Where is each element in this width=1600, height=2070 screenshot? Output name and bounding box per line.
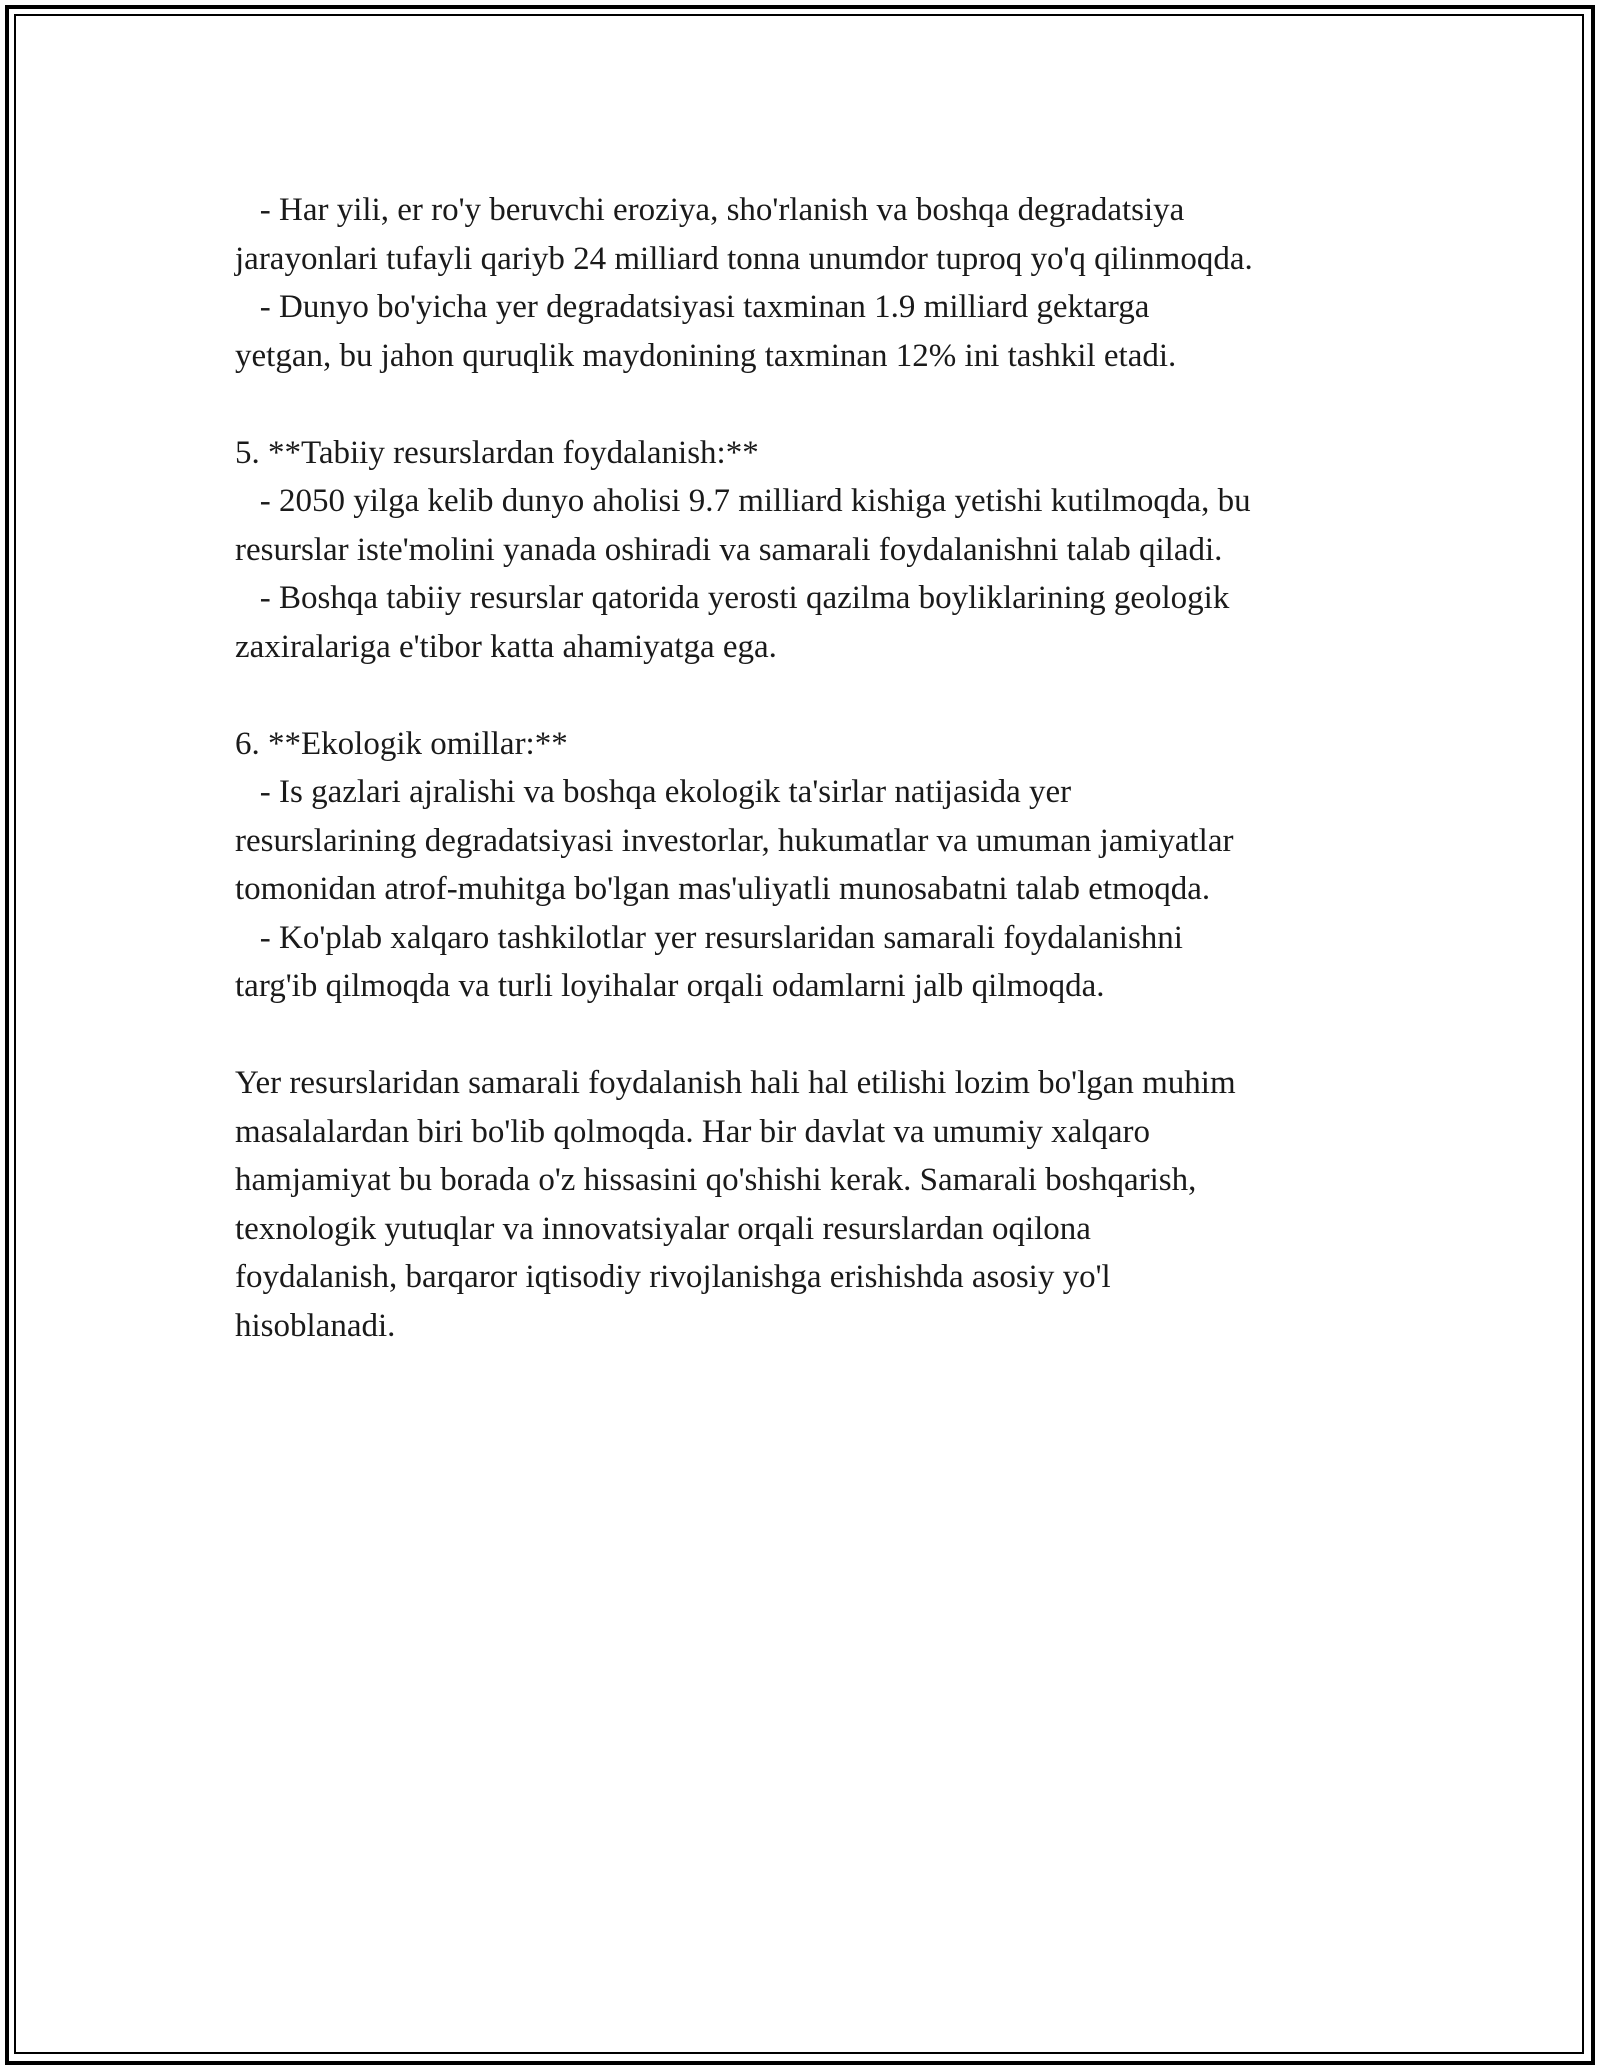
blank-line [235,1011,1375,1060]
text-line: yetgan, bu jahon quruqlik maydonining taxminan 12% ini tashkil etadi. [235,337,1177,374]
text-line: - Dunyo bo'yicha yer degradatsiyasi taxminan 1.9 milliard gektarga [235,289,1150,325]
text-line: targ'ib qilmoqda va turli loyihalar orqali odamlarni jalb qilmoqda. [235,968,1105,1004]
text-line: - Is gazlari ajralishi va boshqa ekologik ta'sirlar natijasida yer [235,774,1072,810]
text-line: - Ko'plab xalqaro tashkilotlar yer resurslaridan samarali foydalanishni [235,919,1183,956]
text-line: - Har yili, er ro'y beruvchi eroziya, sho'rlanish va boshqa degradatsiya [235,192,1185,228]
blank-line [235,671,1375,720]
text-line: - Boshqa tabiiy resurslar qatorida yerosti qazilma boyliklarining geologik [235,580,1230,616]
text-line: jarayonlari tufayli qariyb 24 milliard tonna unumdor tuproq yo'q qilinmoqda. [235,240,1253,277]
text-line: tomonidan atrof-muhitga bo'lgan mas'uliyatli munosabatni talab etmoqda. [235,871,1211,907]
conclusion-line: masalalardan biri bo'lib qolmoqda. Har bir davlat va umumiy xalqaro [235,1113,1151,1150]
text-line: resurslarining degradatsiyasi investorlar, hukumatlar va umuman jamiyatlar [235,822,1234,859]
document-body [235,186,1375,1350]
conclusion-line: hisoblanadi. [235,1307,396,1344]
section-heading: 5. **Tabiiy resurslardan foydalanish:** [235,434,759,471]
conclusion-line: texnologik yutuqlar va innovatsiyalar orqali resurslardan oqilona [235,1210,1091,1247]
conclusion-line: Yer resurslaridan samarali foydalanish hali hal etilishi lozim bo'lgan muhim [235,1065,1236,1101]
blank-line [235,380,1375,429]
text-line: resurslar iste'molini yanada oshiradi va samarali foydalanishni talab qiladi. [235,531,1223,568]
conclusion-line: foydalanish, barqaror iqtisodiy rivojlanishga erishishda asosiy yo'l [235,1259,1111,1295]
text-line: - 2050 yilga kelib dunyo aholisi 9.7 milliard kishiga yetishi kutilmoqda, bu [235,483,1251,519]
text-line: zaxiralariga e'tibor katta ahamiyatga ega. [235,628,777,665]
section-heading: 6. **Ekologik omillar:** [235,725,568,762]
conclusion-line: hamjamiyat bu borada o'z hissasini qo'shishi kerak. Samarali boshqarish, [235,1162,1197,1198]
